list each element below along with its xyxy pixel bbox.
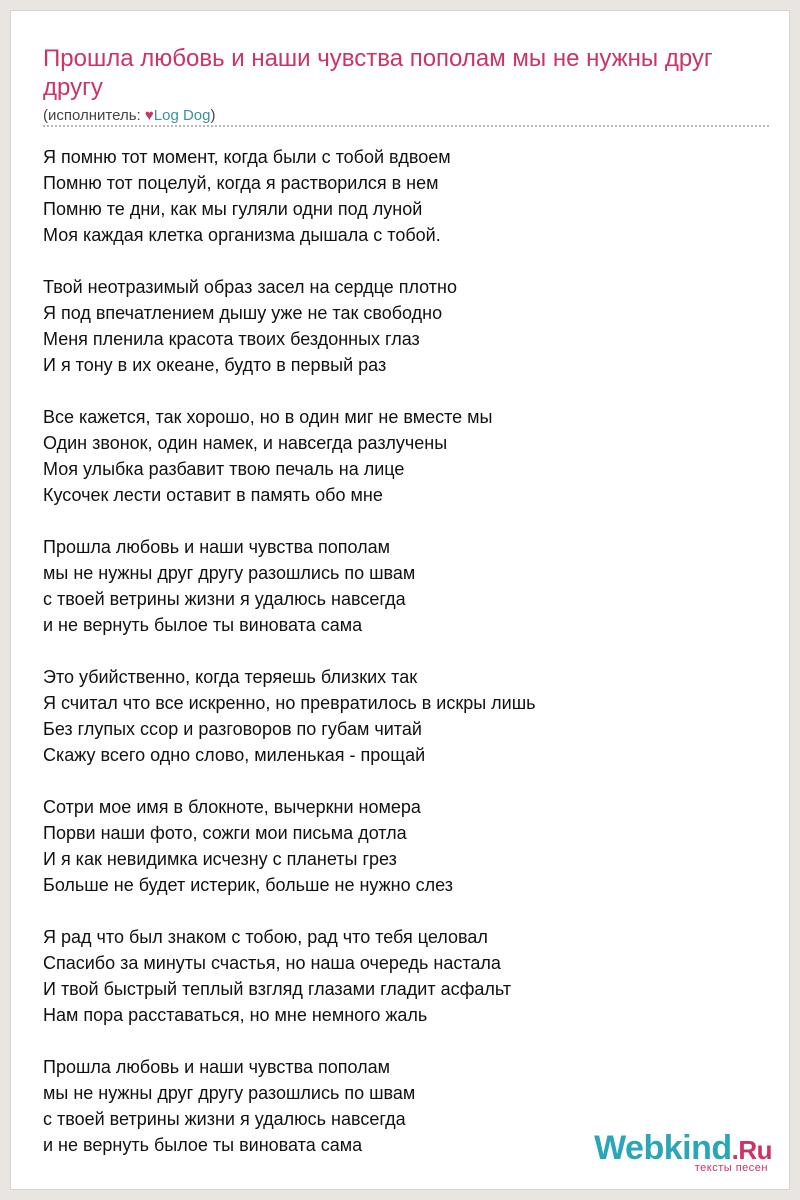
song-title: Прошла любовь и наши чувства пополам мы не нужны друг другу xyxy=(43,45,713,101)
stanza xyxy=(43,924,763,1028)
lyric-line: Спасибо за минуты счастья, но наша очередь настала xyxy=(43,953,501,973)
stanza xyxy=(43,274,763,378)
lyric-line: Прошла любовь и наши чувства пополам xyxy=(43,1057,391,1077)
lyric-line: Я помню тот момент, когда были с тобой вдвоем xyxy=(43,147,451,167)
stanza xyxy=(43,404,763,508)
stanza xyxy=(43,534,763,638)
lyric-line: И твой быстрый теплый взгляд глазами гладит асфальт xyxy=(43,979,512,999)
lyric-line: и не вернуть былое ты виновата сама xyxy=(43,615,363,635)
lyric-line: Твой неотразимый образ засел на сердце плотно xyxy=(43,277,457,297)
lyric-line: Нам пора расставаться, но мне немного жаль xyxy=(43,1005,428,1025)
lyric-line: Кусочек лести оставит в память обо мне xyxy=(43,485,383,505)
lyric-line: Я рад что был знаком с тобою, рад что тебя целовал xyxy=(43,927,488,947)
lyrics-body xyxy=(43,144,763,1184)
lyric-line: Моя каждая клетка организма дышала с тобой. xyxy=(43,225,441,245)
divider xyxy=(43,125,769,127)
lyric-line: Один звонок, один намек, и навсегда разлучены xyxy=(43,433,448,453)
lyric-line: и не вернуть былое ты виновата сама xyxy=(43,1135,363,1155)
lyric-line: с твоей ветрины жизни я удалюсь навсегда xyxy=(43,589,406,609)
lyric-line: Скажу всего одно слово, миленькая - прощай xyxy=(43,745,426,765)
watermark xyxy=(594,1131,772,1174)
performer-close: ) xyxy=(210,107,216,124)
logo-tagline: тексты песен xyxy=(694,1162,768,1174)
lyric-line: мы не нужны друг другу разошлись по швам xyxy=(43,563,416,583)
lyric-line: Помню те дни, как мы гуляли одни под луной xyxy=(43,199,423,219)
lyric-line: Все кажется, так хорошо, но в один миг не вместе мы xyxy=(43,407,493,427)
stanza xyxy=(43,144,763,248)
lyric-line: Я под впечатлением дышу уже не так свободно xyxy=(43,303,443,323)
artist-link[interactable]: Log Dog xyxy=(153,107,211,124)
lyric-line: с твоей ветрины жизни я удалюсь навсегда xyxy=(43,1109,406,1129)
site-logo xyxy=(594,1131,772,1165)
logo-brand: Webkind xyxy=(594,1129,732,1167)
heart-icon: ♥ xyxy=(144,107,154,124)
lyrics-card xyxy=(10,10,790,1190)
performer-label: (исполнитель: xyxy=(43,107,145,124)
lyric-line: И я тону в их океане, будто в первый раз xyxy=(43,355,387,375)
lyric-line: Сотри мое имя в блокноте, вычеркни номера xyxy=(43,797,421,817)
lyric-line: Больше не будет истерик, больше не нужно слез xyxy=(43,875,453,895)
lyric-line: мы не нужны друг другу разошлись по швам xyxy=(43,1083,416,1103)
lyric-line: Меня пленила красота твоих бездонных глаз xyxy=(43,329,420,349)
lyric-line: Я считал что все искренно, но превратилось в искры лишь xyxy=(43,693,536,713)
stanza xyxy=(43,794,763,898)
logo-tld: .Ru xyxy=(731,1135,772,1165)
lyric-line: Порви наши фото, сожги мои письма дотла xyxy=(43,823,407,843)
lyric-line: И я как невидимка исчезну с планеты грез xyxy=(43,849,397,869)
performer-line xyxy=(43,107,216,125)
lyric-line: Это убийственно, когда теряешь близких так xyxy=(43,667,418,687)
lyric-line: Помню тот поцелуй, когда я растворился в нем xyxy=(43,173,439,193)
lyric-line: Прошла любовь и наши чувства пополам xyxy=(43,537,391,557)
stanza xyxy=(43,664,763,768)
lyric-line: Моя улыбка разбавит твою печаль на лице xyxy=(43,459,405,479)
lyric-line: Без глупых ссор и разговоров по губам читай xyxy=(43,719,422,739)
